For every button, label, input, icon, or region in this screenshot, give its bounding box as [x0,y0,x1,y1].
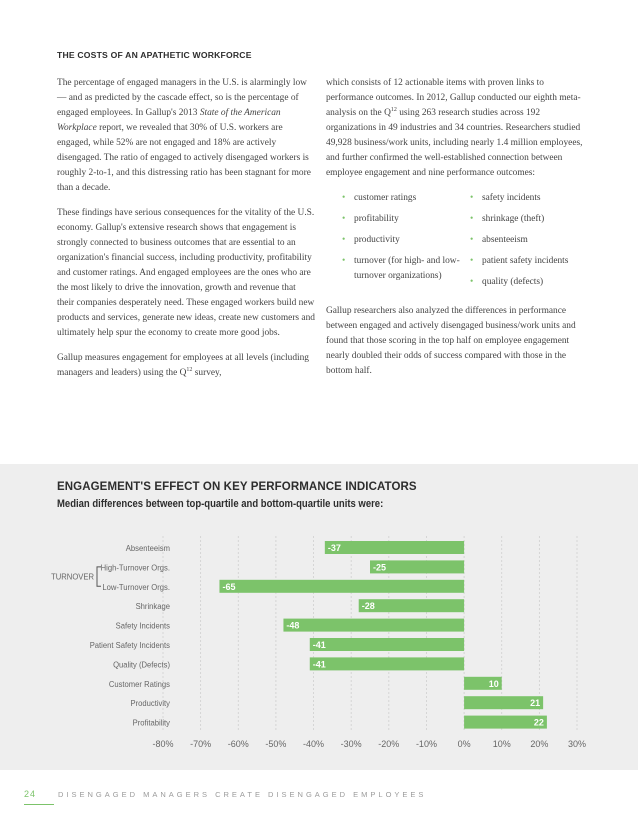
paragraph-2: These findings have serious consequences for the vitality of the U.S. economy. Gallup's extensive research shows that engagement is strongly connected to business outcomes that are essential to an organization's financial success, including productivity, profitability and customer ratings. And engaged employees are the ones who are the most likely to drive the innovation, growth and revenue that their companies desperately need. These engaged workers build new products and services, generate new ideas, create new customers and ultimately help spur the economy to create more good jobs. [57,208,315,338]
data-label: -37 [327,543,341,553]
list-item: • customer ratings [342,191,470,206]
x-tick-label: -80% [152,739,174,749]
x-tick-label: 10% [492,739,511,749]
category-label: Low-Turnover Orgs. [102,582,171,592]
list-item: • quality (defects) [470,275,568,290]
list-item: • safety incidents [470,191,568,206]
chart-title: ENGAGEMENT'S EFFECT ON KEY PERFORMANCE INDICATORS [57,481,417,493]
paragraph-3: Gallup measures engagement for employees at all levels (including managers and leaders) using the $Q^{12}$ survey, [57,353,309,378]
category-label: Profitability [132,718,171,728]
category-label: Customer Ratings [108,679,171,689]
category-label: Quality (Defects) [113,660,171,670]
list-item: • profitability [342,212,470,227]
category-label: High-Turnover Orgs. [100,563,171,573]
x-tick-label: 30% [567,739,587,749]
bar [310,638,464,651]
data-label: -41 [312,640,326,650]
x-tick-label: -10% [415,739,437,749]
list-item: • productivity [342,233,470,248]
x-tick-label: 0% [457,739,471,749]
bar [219,580,464,593]
report-title: State of the American Workplace [57,108,281,133]
bar [310,657,464,670]
list-item: • absenteeism [470,233,568,248]
data-label: -28 [361,601,375,612]
x-tick-label: -40% [303,739,325,749]
bar [325,541,464,554]
x-tick-label: 20% [530,739,549,749]
x-tick-label: -60% [227,739,249,749]
data-label: 21 [530,698,541,709]
data-label: 22 [533,717,544,728]
list-item: • turnover (for high- and low-turnover organizations) [342,254,470,284]
category-label: Absenteeism [125,543,171,554]
paragraph-4: which consists of 12 actionable items with proven links to performance outcomes. In 2012, Gallup conducted our eighth meta-analysis on the $Q^{12}$ using 263 research studies across 192 organizations in 49 industries and 34 countries. Researchers studied 49,928 business/work units, including nearly 1.4 million employees, and further confirmed the well-established connection between employee engagement and nine performance outcomes: [326,78,583,178]
x-tick-label: -50% [265,739,287,749]
data-label: -41 [312,659,326,670]
group-label: TURNOVER [51,572,94,582]
x-tick-label: -70% [190,739,212,749]
data-label: -25 [373,562,387,573]
data-label: -65 [222,581,236,592]
category-label: Productivity [130,698,171,709]
list-item: • patient safety incidents [470,254,568,269]
paragraph-5: Gallup researchers also analyzed the differences in performance between engaged and actively disengaged business/work units and found that those scoring in the top half on employee engagement nearly doubled their odds of success compared with those in the bottom half. [326,306,576,376]
page-number: 24 [24,789,37,799]
category-label: Safety Incidents [115,621,171,631]
bar [283,619,464,632]
chart-subtitle: Median differences between top-quartile and bottom-quartile units were: [57,498,384,510]
footer-rule [24,804,54,805]
x-tick-label: -30% [340,739,362,749]
list-item: • shrinkage (theft) [470,212,568,227]
paragraph-1: The percentage of engaged managers in the U.S. is alarmingly low — and as predicted by the cascade effect, so is the percentage of engaged employees. In Gallup's 2013 State of the American Workplace report, we revealed that 30% of U.S. workers are engaged, while 52% are not engaged and 18% are actively disengaged. The ratio of engaged to actively disengaged workers is roughly 2-to-1, and this distressing ratio has been stagnant for more than a decade. [57,78,311,193]
section-heading: THE COSTS OF AN APATHETIC WORKFORCE [57,50,252,60]
running-title: DISENGAGED MANAGERS CREATE DISENGAGED EMPLOYEES [58,790,427,799]
data-label: 10 [488,678,499,689]
x-tick-label: -20% [378,739,400,749]
category-label: Shrinkage [135,601,171,612]
category-label: Patient Safety Incidents [89,640,171,651]
data-label: -48 [286,620,300,631]
